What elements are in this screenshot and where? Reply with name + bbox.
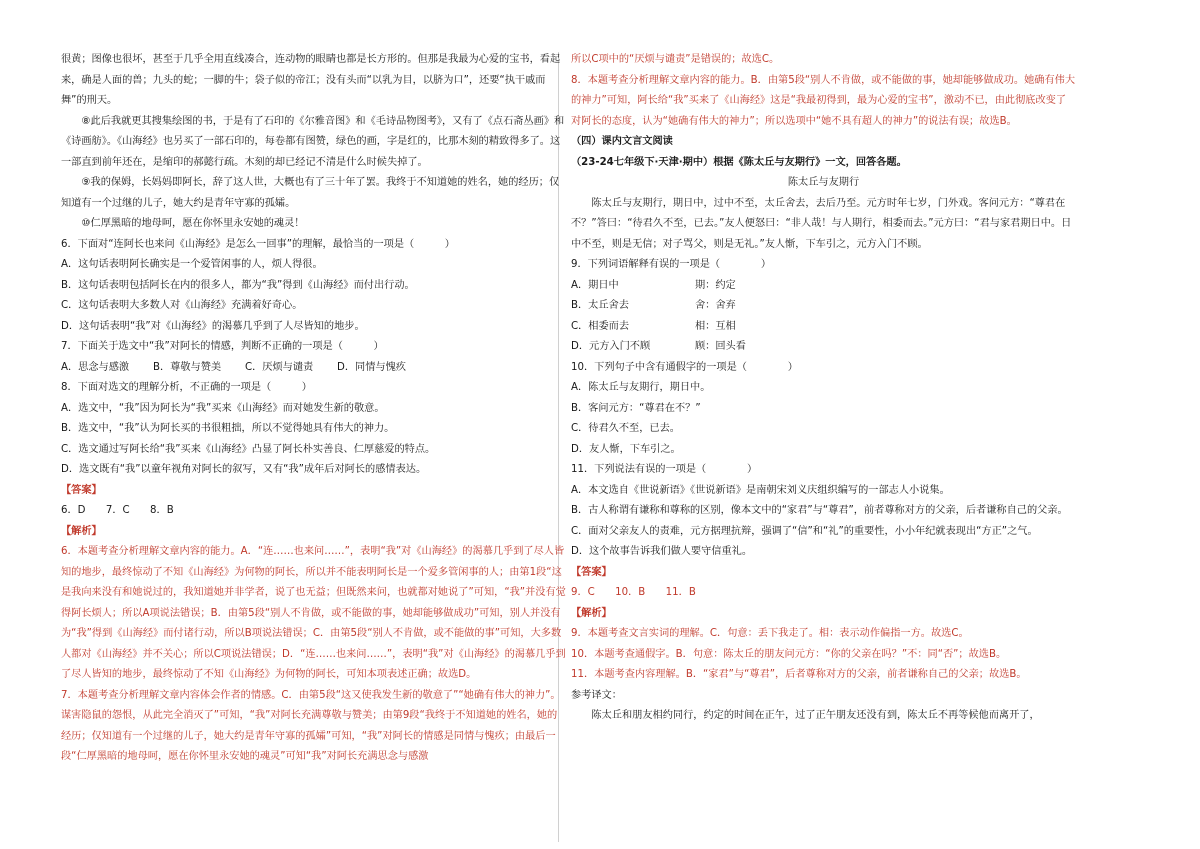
question-10-option: A．陈太丘与友期行，期日中。 (571, 382, 711, 393)
question-9-option (571, 276, 1076, 297)
question-8-option: D．选文既有“我”以童年视角对阿长的叙写，又有“我”成年后对阿长的感情表达。 (61, 464, 427, 475)
answer-list: 9．C 10．B 11．B (571, 587, 696, 598)
left-column (61, 50, 566, 768)
question-11-option: C．面对父亲友人的责难，元方据理抗辩，强调了“信”和“礼”的重要性，小小年纪就表现出“方正”之气。 (571, 525, 1038, 537)
section-title: （四）课内文言文阅读 (571, 136, 673, 147)
question-6-option: D．这句话表明“我”对《山海经》的渴慕几乎到了人尽皆知的地步。 (61, 320, 365, 332)
option-gloss: 顾：回头看 (695, 341, 746, 352)
question-6-stem: 6．下面对“连阿长也来问《山海经》是怎么一回事”的理解，最恰当的一项是（ ） (61, 238, 455, 250)
passage-paragraph: 很黄；图像也很坏，甚至于几乎全用直线凑合，连动物的眼睛也都是长方形的。但那是我最为心爱的宝书，看起来，确是人面的兽；九头的蛇；一脚的牛；袋子似的帝江；没有头而“以乳为目，以脐为口”，还要“执干戚而舞”的刑天。 (61, 54, 561, 106)
question-11-option: D．这个故事告诉我们做人要守信重礼。 (571, 546, 753, 557)
analysis-paragraph: 8．本题考查分析理解文章内容的能力。B．由第5段“别人不肯做，或不能做的事，她却能够做成功。她确有伟大的神力”可知，阿长给“我”买来了《山海经》这是“我最初得到，最为心爱的宝书”，激动不已，由此彻底改变了对阿长的态度，认为“她确有伟大的神力”；所以选项中“她不具有超人的神力”的说法有误；故选B。 (571, 74, 1076, 127)
translation-text: 陈太丘和朋友相约同行，约定的时间在正午，过了正午朋友还没有到，陈太丘不再等候他而离开了， (591, 710, 1040, 721)
text-title: 陈太丘与友期行 (787, 177, 860, 188)
question-6-option: C．这句话表明大多数人对《山海经》充满着好奇心。 (61, 300, 303, 311)
option-gloss: 舍：舍弃 (695, 300, 736, 311)
answer-list: 6．D 7．C 8．B (61, 505, 174, 516)
passage-paragraph: ⑨我的保姆，长妈妈即阿长，辞了这人世，大概也有了三十年了罢。我终于不知道她的姓名，她的经历；仅知道有一个过继的儿子，她大约是青年守寡的孤孀。 (61, 177, 560, 209)
question-7-option: A．思念与感激 (61, 361, 130, 373)
question-7-option: B．尊敬与赞美 (153, 361, 222, 373)
analysis-paragraph: 9．本题考查文言实词的理解。C．句意：丢下我走了。相：表示动作偏指一方。故选C。 (571, 628, 969, 639)
analysis-paragraph: 所以C项中的“厌烦与谴责”是错误的；故选C。 (571, 54, 780, 65)
question-8-option: C．选文通过写阿长给“我”买来《山海经》凸显了阿长朴实善良、仁厚慈爱的特点。 (61, 443, 436, 455)
question-7-option: D．同情与愧疚 (337, 361, 406, 373)
question-8-option: A．选文中，“我”因为阿长为“我”买来《山海经》而对她发生新的敬意。 (61, 402, 385, 414)
question-7-stem: 7．下面关于选文中“我”对阿长的情感，判断不正确的一项是（ ） (61, 341, 384, 352)
answer-heading: 【答案】 (571, 566, 612, 578)
question-7-option: C．厌烦与谴责 (245, 361, 314, 373)
option-phrase: D．元方入门不顾 (571, 341, 651, 352)
question-11-option: B．古人称谓有谦称和尊称的区别，像本文中的“家君”与“尊君”，前者尊称对方的父亲，后者谦称自己的父亲。 (571, 505, 1068, 516)
option-gloss: 期：约定 (695, 279, 736, 291)
option-phrase: A．期日中 (571, 279, 619, 291)
question-9-stem: 9．下列词语解释有误的一项是（ ） (571, 259, 772, 270)
translation-heading: 参考译文： (571, 689, 622, 701)
question-6-option: A．这句话表明阿长确实是一个爱管闲事的人，烦人得很。 (61, 259, 323, 270)
option-gloss: 相：互相 (695, 320, 736, 332)
question-11-stem: 11．下列说法有误的一项是（ ） (571, 464, 758, 475)
question-8-stem: 8．下面对选文的理解分析，不正确的一项是（ ） (61, 382, 312, 393)
analysis-paragraph: 7．本题考查分析理解文章内容体会作者的情感。C．由第5段“这又使我发生新的敬意了”“她确有伟大的神力”。谋害隐鼠的怨恨，从此完全消灭了”可知，“我”对阿长充满尊敬与赞美；由第9段“我终于不知道她的姓名，她的经历；仅知道有一个过继的儿子，她大约是青年守寡的孤孀”可知，“我”对阿长的情感是同情与愧疚；由最后一段“仁厚黑暗的地母呵，愿在你怀里永安她的魂灵”可知“我”对阿长充满思念与感激 (61, 689, 561, 762)
question-11-option: A．本文选自《世说新语》《世说新语》是南朝宋刘义庆组织编写的一部志人小说集。 (571, 484, 950, 496)
question-10-stem: 10．下列句子中含有通假字的一项是（ ） (571, 361, 798, 373)
question-8-option: B．选文中，“我”认为阿长买的书很粗拙，所以不觉得她具有伟大的神力。 (61, 423, 395, 434)
question-9-option (571, 296, 1076, 317)
section-intro: （23-24七年级下·天津·期中）根据《陈太丘与友期行》一文，回答各题。 (571, 156, 907, 168)
analysis-paragraph: 11．本题考查内容理解。B．“家君”与“尊君”，后者尊称对方的父亲，前者谦称自己的父亲；故选B。 (571, 669, 1027, 680)
option-phrase: C．相委而去 (571, 320, 630, 332)
question-10-option: D．友人惭，下车引之。 (571, 443, 681, 455)
right-column (571, 50, 1076, 727)
analysis-heading: 【解析】 (61, 525, 102, 537)
question-9-option (571, 317, 1076, 338)
passage-paragraph: ⑧此后我就更其搜集绘图的书，于是有了石印的《尔雅音图》和《毛诗品物图考》，又有了《点石斋丛画》和《诗画舫》。《山海经》也另买了一部石印的，每卷都有图赞，绿色的画，字是红的，比那木刻的精致得多了。这一部直到前年还在，是缩印的郝懿行疏。木刻的却已经记不清是什么时候失掉了。 (61, 115, 565, 168)
question-6-option: B．这句话表明包括阿长在内的很多人，都为“我”得到《山海经》而付出行动。 (61, 279, 415, 291)
analysis-paragraph: 10．本题考查通假字。B．句意：陈太丘的朋友问元方：“你的父亲在吗？”不：同“否”；故选B。 (571, 648, 1007, 660)
question-7-options (61, 358, 566, 379)
analysis-heading: 【解析】 (571, 607, 612, 619)
answer-heading: 【答案】 (61, 484, 102, 496)
passage-paragraph: ⑩仁厚黑暗的地母呵，愿在你怀里永安她的魂灵！ (81, 218, 305, 229)
question-10-option: C．待君久不至，已去。 (571, 423, 680, 434)
classical-text: 陈太丘与友期行，期日中，过中不至，太丘舍去，去后乃至。元方时年七岁，门外戏。客问元方：“尊君在不？”答曰：“待君久不至，已去。”友人便怒曰：“非人哉！与人期行，相委而去。”元方曰：“君与家君期日中。日中不至，则是无信；对子骂父，则是无礼。”友人惭，下车引之，元方入门不顾。 (571, 197, 1072, 250)
question-10-option: B．客问元方：“尊君在不？” (571, 402, 701, 414)
question-9-option (571, 337, 1076, 358)
option-phrase: B．太丘舍去 (571, 300, 629, 311)
analysis-paragraph: 6．本题考查分析理解文章内容的能力。A．“连……也来问……”，表明“我”对《山海经》的渴慕几乎到了尽人皆知的地步，最终惊动了不知《山海经》为何物的阿长，所以并不能表明阿长是一个爱多管闲事的人；由第1段“这是我向来没有和她说过的，我知道她并非学者，说了也无益；但既然来问，也就都对她说了”可知，“我”并没有觉得阿长烦人；所以A项说法错误；B．由第5段“别人不肯做，或不能做的事，她却能够做成功”可知，别人并没有为“我”得到《山海经》而付诸行动，所以B项说法错误；C．由第5段“别人不肯做，或不能做的事”可知，大多数人都对《山海经》并不关心；所以C项说法错误；D．“连……也来问……”，表明“我”对《山海经》的渴慕几乎到了尽人皆知的地步，最终惊动了不知《山海经》为何物的阿长，可知本项表述正确；故选D。 (61, 546, 566, 680)
